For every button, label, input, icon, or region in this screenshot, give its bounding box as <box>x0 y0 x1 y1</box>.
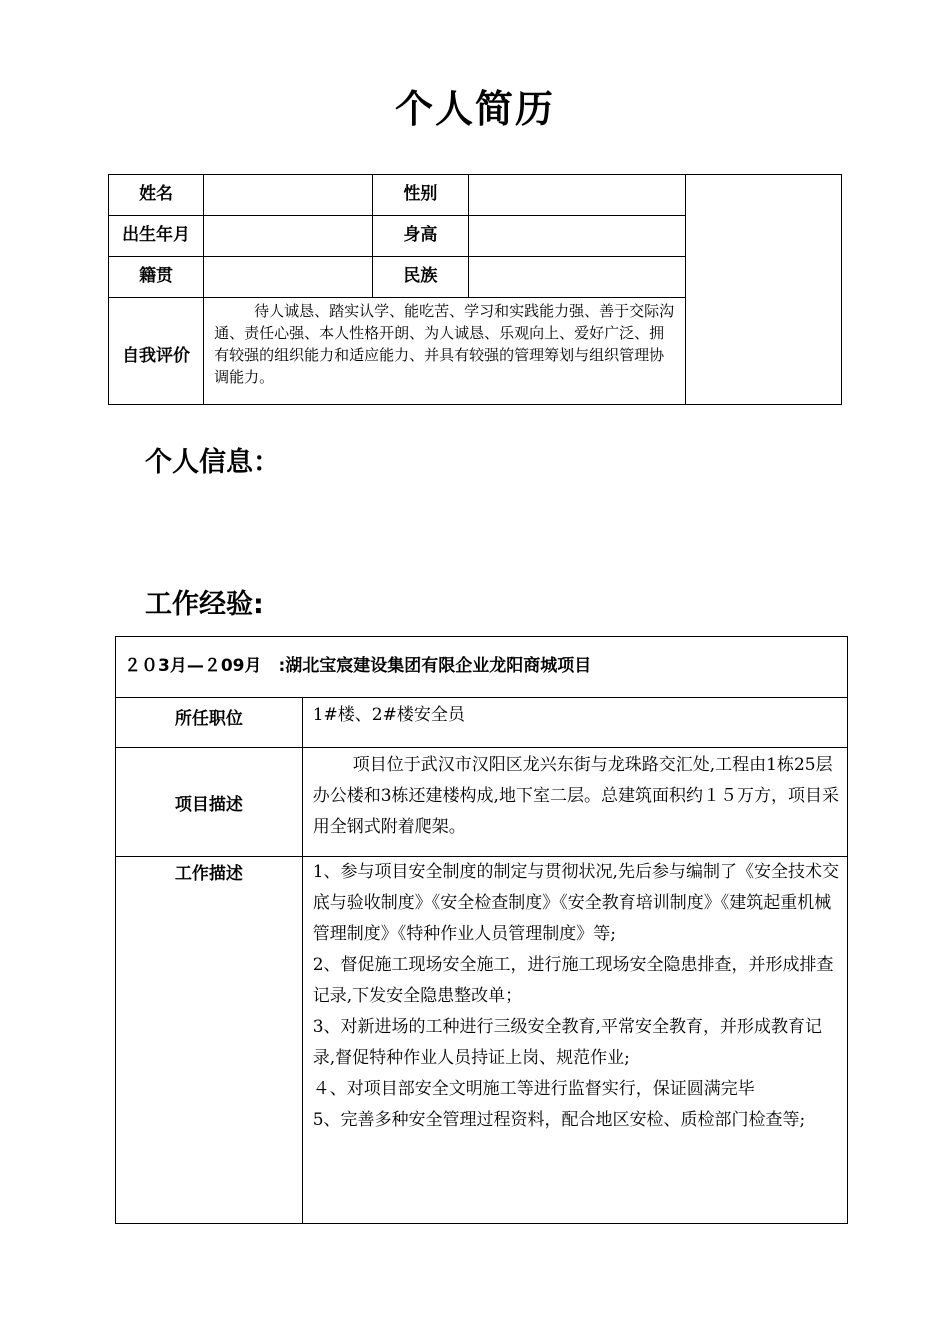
height-value <box>469 216 685 257</box>
ethnicity-value <box>469 257 685 298</box>
position-value: 1#楼、2#楼安全员 <box>302 698 847 748</box>
birth-label: 出生年月 <box>109 216 204 257</box>
height-label: 身高 <box>373 216 469 257</box>
photo-cell <box>685 175 841 405</box>
origin-value <box>204 257 373 298</box>
duty-item: 2、督促施工现场安全施工，进行施工现场安全隐患排查，并形成排查记录,下发安全隐患整改单； <box>312 955 834 1006</box>
duty-item: ４、对项目部安全文明施工等进行监督实行，保证圆满完毕 <box>312 1079 755 1099</box>
gender-value <box>469 175 685 216</box>
experience-header: ２０3月—２09月 :湖北宝宸建设集团有限企业龙阳商城项目 <box>116 637 848 698</box>
duty-list <box>302 857 847 1224</box>
work-experience-table <box>115 636 848 1224</box>
birth-value <box>204 216 373 257</box>
origin-label: 籍贯 <box>109 257 204 298</box>
project-description: 项目位于武汉市汉阳区龙兴东街与龙珠路交汇处,工程由1栋25层办公楼和3栋还建楼构成,地下室二层。总建筑面积约１５万方，项目采用全钢式附着爬架。 <box>302 748 847 857</box>
duty-label: 工作描述 <box>116 857 303 1224</box>
work-experience-heading: 工作经验: <box>145 589 264 620</box>
ethnicity-label: 民族 <box>373 257 469 298</box>
page-title: 个人简历 <box>394 87 555 131</box>
self-eval-label: 自我评价 <box>109 298 204 405</box>
name-value <box>204 175 373 216</box>
project-label: 项目描述 <box>116 748 303 857</box>
position-label: 所任职位 <box>116 698 303 748</box>
name-label: 姓名 <box>109 175 204 216</box>
basic-info-table <box>108 174 842 405</box>
duty-item: 5、完善多种安全管理过程资料，配合地区安检、质检部门检查等; <box>312 1110 806 1130</box>
duty-item: 3、对新进场的工种进行三级安全教育,平常安全教育，并形成教育记录,督促特种作业人员持证上岗、规范作业; <box>312 1017 822 1068</box>
duty-item: 1、参与项目安全制度的制定与贯彻状况,先后参与编制了《安全技术交底与验收制度》《安全检查制度》《安全教育培训制度》《建筑起重机械管理制度》《特种作业人员管理制度》等; <box>312 862 839 944</box>
personal-info-heading: 个人信息： <box>145 447 280 478</box>
self-eval-text: 待人诚恳、踏实认学、能吃苦、学习和实践能力强、善于交际沟通、责任心强、本人性格开朗、为人诚恳、乐观向上、爱好广泛、拥有较强的组织能力和适应能力、并具有较强的管理筹划与组织管理协调能力。 <box>204 298 686 405</box>
gender-label: 性别 <box>373 175 469 216</box>
